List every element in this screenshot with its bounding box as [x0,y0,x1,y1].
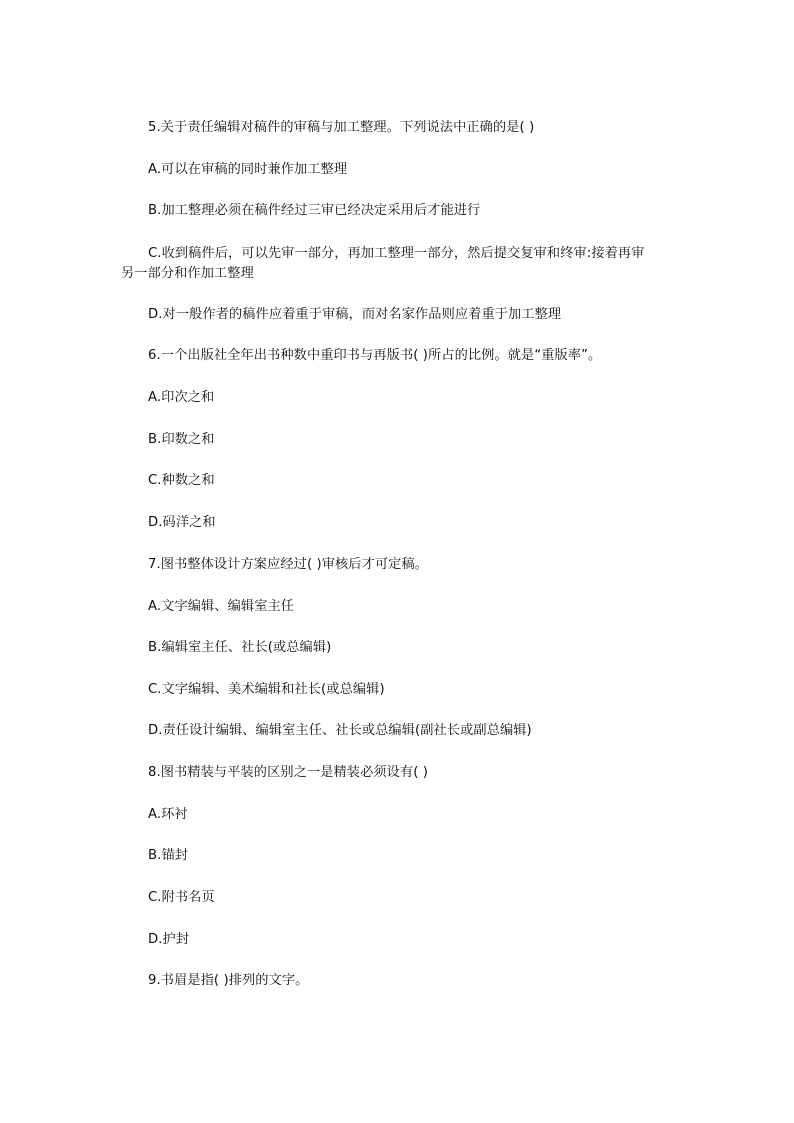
question-7-option-b: B.编辑室主任、社长(或总编辑) [148,640,332,655]
question-5-option-b: B.加工整理必须在稿件经过三审已经决定采用后才能进行 [148,203,481,218]
question-5-option-c-line2: 另一部分和作加工整理 [121,266,254,281]
question-6-stem: 6.一个出版社全年出书种数中重印书与再版书( )所占的比例。就是“重版率”。 [148,348,602,363]
question-5-option-c-line1: C.收到稿件后，可以先审一部分，再加工整理一部分，然后提交复审和终审:接着再审 [148,246,645,261]
question-7-option-d: D.责任设计编辑、编辑室主任、社长或总编辑(副社长或副总编辑) [148,723,532,738]
question-5-option-a: A.可以在审稿的同时兼作加工整理 [148,162,348,177]
question-6-option-a: A.印次之和 [148,390,215,405]
question-9-stem: 9.书眉是指( )排列的文字。 [148,973,309,988]
question-6-option-d: D.码洋之和 [148,515,216,530]
question-8-option-a: A.环衬 [148,807,188,822]
question-5-option-d: D.对一般作者的稿件应着重于审稿，而对名家作品则应着重于加工整理 [148,307,562,322]
question-7-stem: 7.图书整体设计方案应经过( )审核后才可定稿。 [148,557,429,572]
question-8-option-c: C.附书名页 [148,890,215,905]
question-8-stem: 8.图书精装与平装的区别之一是精装必须设有( ) [148,765,429,780]
question-6-option-c: C.种数之和 [148,473,215,488]
question-5-stem: 5.关于责任编辑对稿件的审稿与加工整理。下列说法中正确的是( ) [148,120,535,135]
question-6-option-b: B.印数之和 [148,432,215,447]
question-7-option-c: C.文字编辑、美术编辑和社长(或总编辑) [148,682,385,697]
question-7-option-a: A.文字编辑、编辑室主任 [148,599,295,614]
question-8-option-d: D.护封 [148,932,190,947]
question-8-option-b: B.锚封 [148,848,189,863]
